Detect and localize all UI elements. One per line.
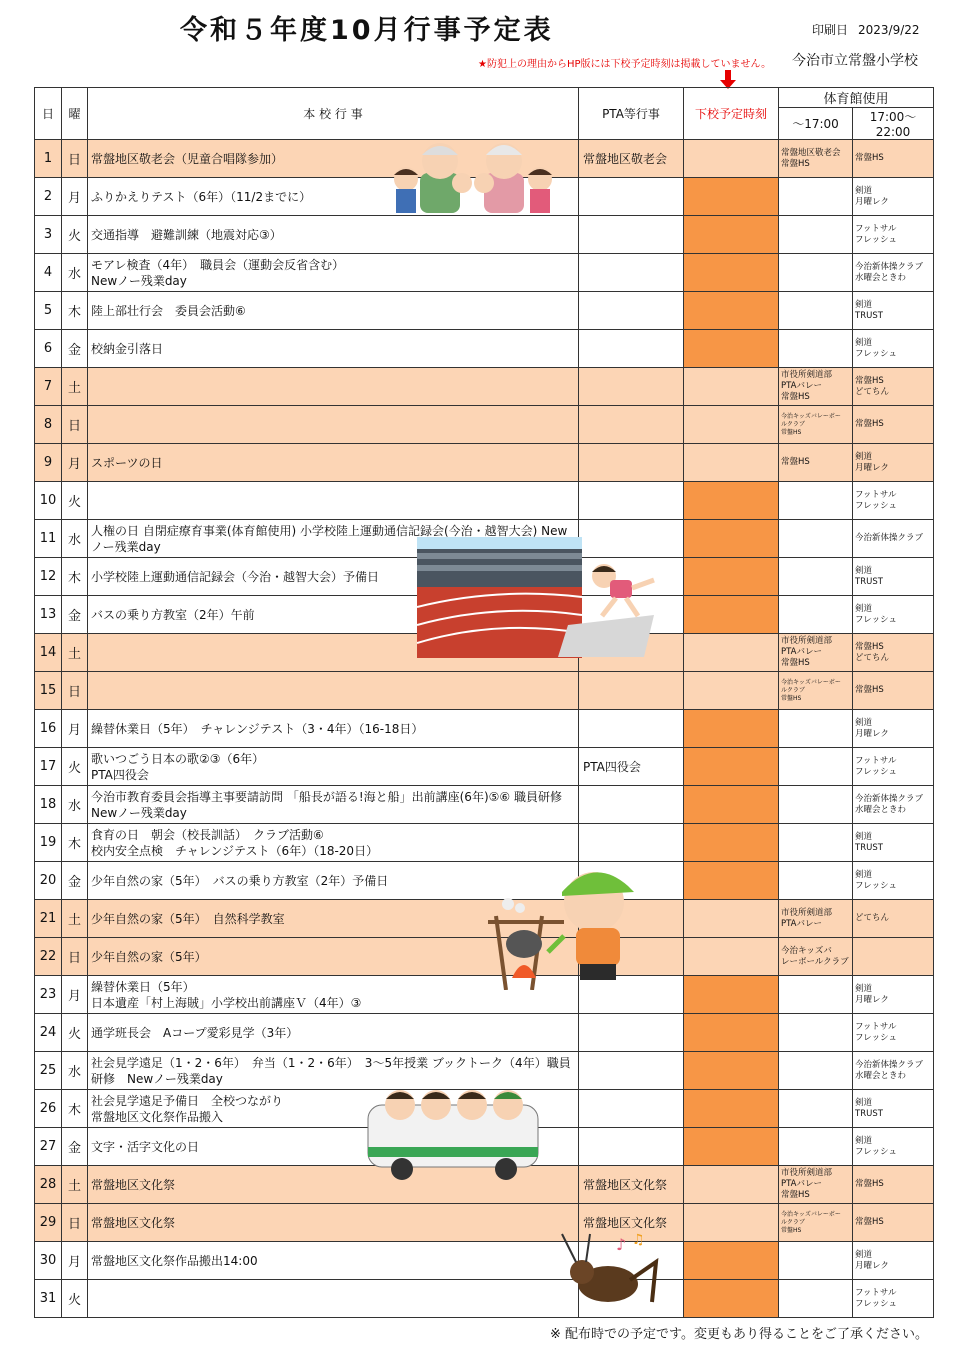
gym-late-cell: フットサル フレッシュ <box>853 216 934 254</box>
event-cell: 社会見学遠足予備日 全校つながり 常盤地区文化祭作品搬入 <box>88 1090 579 1128</box>
gym-early-cell <box>779 1090 853 1128</box>
gym-early-cell <box>779 482 853 520</box>
day-cell: 9 <box>35 444 62 482</box>
col-dismissal: 下校予定時刻 <box>684 88 779 140</box>
security-notice: ★防犯上の理由からHP版には下校予定時刻は掲載していません。 <box>478 59 772 70</box>
gym-late-cell: 常盤HS <box>853 672 934 710</box>
weekday-cell: 金 <box>62 596 88 634</box>
weekday-cell: 水 <box>62 786 88 824</box>
event-cell: 常盤地区敬老会（児童合唱隊参加） <box>88 140 579 178</box>
event-cell: 食育の日 朝会（校長訓話） クラブ活動⑥ 校内安全点検 チャレンジテスト（6年）（18-20日） <box>88 824 579 862</box>
day-cell: 29 <box>35 1204 62 1242</box>
dismissal-cell <box>684 976 779 1014</box>
table-row <box>35 140 934 178</box>
day-cell: 25 <box>35 1052 62 1090</box>
dismissal-cell <box>684 710 779 748</box>
gym-late-cell: 剣道 フレッシュ <box>853 330 934 368</box>
day-cell: 12 <box>35 558 62 596</box>
day-cell: 22 <box>35 938 62 976</box>
gym-early-cell <box>779 254 853 292</box>
event-cell: 陸上部壮行会 委員会活動⑥ <box>88 292 579 330</box>
weekday-cell: 水 <box>62 520 88 558</box>
day-cell: 20 <box>35 862 62 900</box>
gym-early-cell <box>779 1128 853 1166</box>
print-date <box>812 21 920 38</box>
day-cell: 24 <box>35 1014 62 1052</box>
pta-cell: 常盤地区文化祭 <box>579 1166 684 1204</box>
event-cell: 少年自然の家（5年） 自然科学教室 <box>88 900 579 938</box>
event-cell: ふりかえりテスト（6年）（11/2までに） <box>88 178 579 216</box>
day-cell: 8 <box>35 406 62 444</box>
weekday-cell: 月 <box>62 976 88 1014</box>
day-cell: 4 <box>35 254 62 292</box>
event-cell: 常盤地区文化祭 <box>88 1204 579 1242</box>
dismissal-cell <box>684 672 779 710</box>
day-cell: 5 <box>35 292 62 330</box>
print-date-label: 印刷日 <box>812 23 849 37</box>
dismissal-cell <box>684 520 779 558</box>
col-day: 日 <box>35 88 62 140</box>
pta-cell <box>579 1090 684 1128</box>
day-cell: 7 <box>35 368 62 406</box>
day-cell: 1 <box>35 140 62 178</box>
table-row <box>35 178 934 216</box>
weekday-cell: 日 <box>62 406 88 444</box>
table-row <box>35 976 934 1014</box>
table-row <box>35 1128 934 1166</box>
gym-late-cell: どてちん <box>853 900 934 938</box>
table-row <box>35 1166 934 1204</box>
pta-cell <box>579 406 684 444</box>
gym-early-cell <box>779 710 853 748</box>
gym-late-cell: フットサル フレッシュ <box>853 1280 934 1318</box>
table-row <box>35 330 934 368</box>
pta-cell <box>579 824 684 862</box>
pta-cell <box>579 482 684 520</box>
col-pta: PTA等行事 <box>579 88 684 140</box>
event-cell: 常盤地区文化祭作品搬出14:00 <box>88 1242 579 1280</box>
col-gym: 体育館使用 <box>779 88 934 108</box>
dismissal-cell <box>684 406 779 444</box>
table-row <box>35 254 934 292</box>
day-cell: 31 <box>35 1280 62 1318</box>
gym-early-cell <box>779 786 853 824</box>
gym-late-cell: 剣道 月曜レク <box>853 178 934 216</box>
weekday-cell: 火 <box>62 482 88 520</box>
table-row <box>35 482 934 520</box>
gym-early-cell <box>779 1280 853 1318</box>
gym-late-cell: 剣道 月曜レク <box>853 710 934 748</box>
gym-early-cell <box>779 520 853 558</box>
pta-cell <box>579 254 684 292</box>
gym-late-cell: 剣道 TRUST <box>853 558 934 596</box>
dismissal-cell <box>684 1166 779 1204</box>
gym-early-cell <box>779 330 853 368</box>
weekday-cell: 火 <box>62 1014 88 1052</box>
pta-cell <box>579 976 684 1014</box>
weekday-cell: 土 <box>62 1166 88 1204</box>
gym-early-cell: 今治キッズバレーボー ルクラブ 常盤HS <box>779 672 853 710</box>
pta-cell: 常盤地区文化祭 <box>579 1204 684 1242</box>
event-cell: 文字・活字文化の日 <box>88 1128 579 1166</box>
weekday-cell: 月 <box>62 444 88 482</box>
event-cell: 今治市教育委員会指導主事要請訪問 「船長が語る!海と船」出前講座(6年)⑤⑥ 職員研修 Newノー残業day <box>88 786 579 824</box>
gym-late-cell: 剣道 TRUST <box>853 1090 934 1128</box>
weekday-cell: 火 <box>62 216 88 254</box>
event-cell: 少年自然の家（5年） <box>88 938 579 976</box>
event-cell <box>88 1280 579 1318</box>
pta-cell <box>579 862 684 900</box>
col-gym-early: ～17:00 <box>779 108 853 140</box>
pta-cell <box>579 216 684 254</box>
dismissal-cell <box>684 330 779 368</box>
gym-early-cell: 市役所剣道部 PTAバレー 常盤HS <box>779 368 853 406</box>
gym-late-cell: 今治新体操クラブ 水曜会ときわ <box>853 254 934 292</box>
table-row <box>35 368 934 406</box>
weekday-cell: 月 <box>62 178 88 216</box>
event-cell <box>88 406 579 444</box>
footer-note: ※ 配布時での予定です。変更もあり得ることをご了承ください。 <box>550 1327 928 1342</box>
day-cell: 16 <box>35 710 62 748</box>
pta-cell <box>579 558 684 596</box>
pta-cell: PTA四役会 <box>579 748 684 786</box>
gym-early-cell <box>779 1014 853 1052</box>
gym-late-cell: 常盤HS <box>853 1204 934 1242</box>
dismissal-cell <box>684 482 779 520</box>
weekday-cell: 木 <box>62 292 88 330</box>
day-cell: 6 <box>35 330 62 368</box>
pta-cell <box>579 1280 684 1318</box>
gym-late-cell: フットサル フレッシュ <box>853 1014 934 1052</box>
gym-early-cell <box>779 558 853 596</box>
weekday-cell: 木 <box>62 824 88 862</box>
gym-late-cell: 剣道 月曜レク <box>853 444 934 482</box>
weekday-cell: 土 <box>62 634 88 672</box>
weekday-cell: 日 <box>62 140 88 178</box>
schedule-table <box>34 87 934 1318</box>
day-cell: 27 <box>35 1128 62 1166</box>
gym-early-cell <box>779 862 853 900</box>
day-cell: 26 <box>35 1090 62 1128</box>
event-cell: 通学班長会 Aコープ愛彩見学（3年） <box>88 1014 579 1052</box>
day-cell: 30 <box>35 1242 62 1280</box>
dismissal-cell <box>684 140 779 178</box>
gym-late-cell: 常盤HS <box>853 140 934 178</box>
table-row <box>35 900 934 938</box>
gym-early-cell <box>779 1242 853 1280</box>
gym-late-cell <box>853 938 934 976</box>
pta-cell <box>579 330 684 368</box>
table-row <box>35 1052 934 1090</box>
table-row <box>35 558 934 596</box>
dismissal-cell <box>684 1280 779 1318</box>
gym-late-cell: 常盤HS <box>853 406 934 444</box>
dismissal-cell <box>684 900 779 938</box>
event-cell: 常盤地区文化祭 <box>88 1166 579 1204</box>
gym-early-cell: 今治キッズバ レーボールクラブ <box>779 938 853 976</box>
pta-cell <box>579 1052 684 1090</box>
gym-late-cell: 剣道 TRUST <box>853 292 934 330</box>
event-cell: 校納金引落日 <box>88 330 579 368</box>
weekday-cell: 日 <box>62 1204 88 1242</box>
day-cell: 11 <box>35 520 62 558</box>
col-weekday: 曜 <box>62 88 88 140</box>
event-cell <box>88 368 579 406</box>
weekday-cell: 土 <box>62 368 88 406</box>
dismissal-cell <box>684 1090 779 1128</box>
event-cell: スポーツの日 <box>88 444 579 482</box>
gym-early-cell <box>779 976 853 1014</box>
table-row <box>35 634 934 672</box>
gym-late-cell: 今治新体操クラブ <box>853 520 934 558</box>
gym-early-cell: 市役所剣道部 PTAバレー <box>779 900 853 938</box>
dismissal-cell <box>684 178 779 216</box>
dismissal-cell <box>684 1052 779 1090</box>
table-row <box>35 1204 934 1242</box>
gym-late-cell: 剣道 TRUST <box>853 824 934 862</box>
event-cell: 繰替休業日（5年） 日本遺産「村上海賊」小学校出前講座Ｖ（4年）③ <box>88 976 579 1014</box>
dismissal-cell <box>684 748 779 786</box>
pta-cell <box>579 444 684 482</box>
gym-early-cell: 今治キッズバレーボー ルクラブ 常盤HS <box>779 1204 853 1242</box>
gym-late-cell: 剣道 フレッシュ <box>853 596 934 634</box>
gym-late-cell: 剣道 フレッシュ <box>853 862 934 900</box>
gym-late-cell: 今治新体操クラブ 水曜会ときわ <box>853 786 934 824</box>
weekday-cell: 木 <box>62 558 88 596</box>
svg-text:♫: ♫ <box>632 1232 645 1248</box>
pta-cell <box>579 938 684 976</box>
event-cell: 繰替休業日（5年） チャレンジテスト（3・4年）（16-18日） <box>88 710 579 748</box>
col-gym-late: 17:00～22:00 <box>853 108 934 140</box>
gym-late-cell: 常盤HS どてちん <box>853 368 934 406</box>
pta-cell <box>579 710 684 748</box>
event-cell: 社会見学遠足（1・2・6年） 弁当（1・2・6年） 3～5年授業 ブックトーク（4年）職員研修 Newノー残業day <box>88 1052 579 1090</box>
weekday-cell: 月 <box>62 710 88 748</box>
day-cell: 15 <box>35 672 62 710</box>
dismissal-cell <box>684 596 779 634</box>
table-row <box>35 216 934 254</box>
dismissal-cell <box>684 824 779 862</box>
table-row <box>35 292 934 330</box>
day-cell: 18 <box>35 786 62 824</box>
gym-late-cell: 常盤HS <box>853 1166 934 1204</box>
dismissal-cell <box>684 1014 779 1052</box>
weekday-cell: 月 <box>62 1242 88 1280</box>
day-cell: 17 <box>35 748 62 786</box>
dismissal-cell <box>684 786 779 824</box>
pta-cell <box>579 634 684 672</box>
table-row <box>35 862 934 900</box>
event-cell <box>88 634 579 672</box>
table-row <box>35 786 934 824</box>
page-title: 令和５年度10月行事予定表 <box>180 15 554 46</box>
dismissal-cell <box>684 1128 779 1166</box>
table-row <box>35 596 934 634</box>
pta-cell <box>579 178 684 216</box>
weekday-cell: 金 <box>62 330 88 368</box>
event-cell: モアレ検査（4年） 職員会（運動会反省含む） Newノー残業day <box>88 254 579 292</box>
weekday-cell: 火 <box>62 1280 88 1318</box>
table-row <box>35 1280 934 1318</box>
table-row <box>35 520 934 558</box>
gym-early-cell <box>779 748 853 786</box>
gym-early-cell: 市役所剣道部 PTAバレー 常盤HS <box>779 1166 853 1204</box>
gym-late-cell: フットサル フレッシュ <box>853 748 934 786</box>
gym-late-cell: 今治新体操クラブ 水曜会ときわ <box>853 1052 934 1090</box>
gym-late-cell: 剣道 月曜レク <box>853 976 934 1014</box>
weekday-cell: 土 <box>62 900 88 938</box>
print-date-value: 2023/9/22 <box>858 23 920 37</box>
col-main: 本 校 行 事 <box>88 88 579 140</box>
table-row <box>35 406 934 444</box>
dismissal-cell <box>684 938 779 976</box>
dismissal-cell <box>684 368 779 406</box>
event-cell: 交通指導 避難訓練（地震対応③） <box>88 216 579 254</box>
dismissal-cell <box>684 216 779 254</box>
event-cell: 小学校陸上運動通信記録会（今治・越智大会）予備日 <box>88 558 579 596</box>
pta-cell <box>579 596 684 634</box>
day-cell: 28 <box>35 1166 62 1204</box>
day-cell: 10 <box>35 482 62 520</box>
pta-cell <box>579 1014 684 1052</box>
gym-early-cell: 常盤HS <box>779 444 853 482</box>
pta-cell <box>579 786 684 824</box>
event-cell <box>88 672 579 710</box>
event-cell: バスの乗り方教室（2年）午前 <box>88 596 579 634</box>
table-row <box>35 672 934 710</box>
day-cell: 2 <box>35 178 62 216</box>
gym-late-cell: 常盤HS どてちん <box>853 634 934 672</box>
weekday-cell: 日 <box>62 672 88 710</box>
dismissal-cell <box>684 862 779 900</box>
table-row <box>35 710 934 748</box>
event-cell: 歌いつごう日本の歌②③（6年） PTA四役会 <box>88 748 579 786</box>
pta-cell <box>579 1242 684 1280</box>
dismissal-cell <box>684 1242 779 1280</box>
table-row <box>35 1242 934 1280</box>
pta-cell <box>579 368 684 406</box>
dismissal-cell <box>684 444 779 482</box>
gym-early-cell <box>779 596 853 634</box>
gym-late-cell: 剣道 月曜レク <box>853 1242 934 1280</box>
weekday-cell: 火 <box>62 748 88 786</box>
gym-early-cell <box>779 178 853 216</box>
table-row <box>35 1090 934 1128</box>
weekday-cell: 金 <box>62 862 88 900</box>
event-cell: 人権の日 自閉症療育事業(体育館使用) 小学校陸上運動通信記録会(今治・越智大会) Newノー残業day <box>88 520 579 558</box>
dismissal-cell <box>684 1204 779 1242</box>
gym-early-cell <box>779 824 853 862</box>
gym-early-cell <box>779 292 853 330</box>
weekday-cell: 金 <box>62 1128 88 1166</box>
weekday-cell: 日 <box>62 938 88 976</box>
weekday-cell: 水 <box>62 1052 88 1090</box>
gym-early-cell <box>779 216 853 254</box>
day-cell: 19 <box>35 824 62 862</box>
day-cell: 23 <box>35 976 62 1014</box>
dismissal-cell <box>684 292 779 330</box>
table-row <box>35 824 934 862</box>
dismissal-cell <box>684 558 779 596</box>
day-cell: 13 <box>35 596 62 634</box>
table-row <box>35 938 934 976</box>
dismissal-cell <box>684 254 779 292</box>
event-cell <box>88 482 579 520</box>
day-cell: 14 <box>35 634 62 672</box>
day-cell: 3 <box>35 216 62 254</box>
dismissal-cell <box>684 634 779 672</box>
weekday-cell: 水 <box>62 254 88 292</box>
pta-cell: 常盤地区敬老会 <box>579 140 684 178</box>
table-row <box>35 444 934 482</box>
table-row <box>35 1014 934 1052</box>
gym-early-cell: 常盤地区敬老会 常盤HS <box>779 140 853 178</box>
gym-late-cell: フットサル フレッシュ <box>853 482 934 520</box>
gym-late-cell: 剣道 フレッシュ <box>853 1128 934 1166</box>
pta-cell <box>579 672 684 710</box>
pta-cell <box>579 520 684 558</box>
event-cell: 少年自然の家（5年） バスの乗り方教室（2年）予備日 <box>88 862 579 900</box>
day-cell: 21 <box>35 900 62 938</box>
gym-early-cell <box>779 1052 853 1090</box>
pta-cell <box>579 292 684 330</box>
svg-text:♪: ♪ <box>616 1235 627 1254</box>
school-name: 今治市立常盤小学校 <box>792 53 918 69</box>
gym-early-cell: 市役所剣道部 PTAバレー 常盤HS <box>779 634 853 672</box>
pta-cell <box>579 1128 684 1166</box>
gym-early-cell: 今治キッズバレーボー ルクラブ 常盤HS <box>779 406 853 444</box>
table-row <box>35 748 934 786</box>
pta-cell <box>579 900 684 938</box>
weekday-cell: 木 <box>62 1090 88 1128</box>
